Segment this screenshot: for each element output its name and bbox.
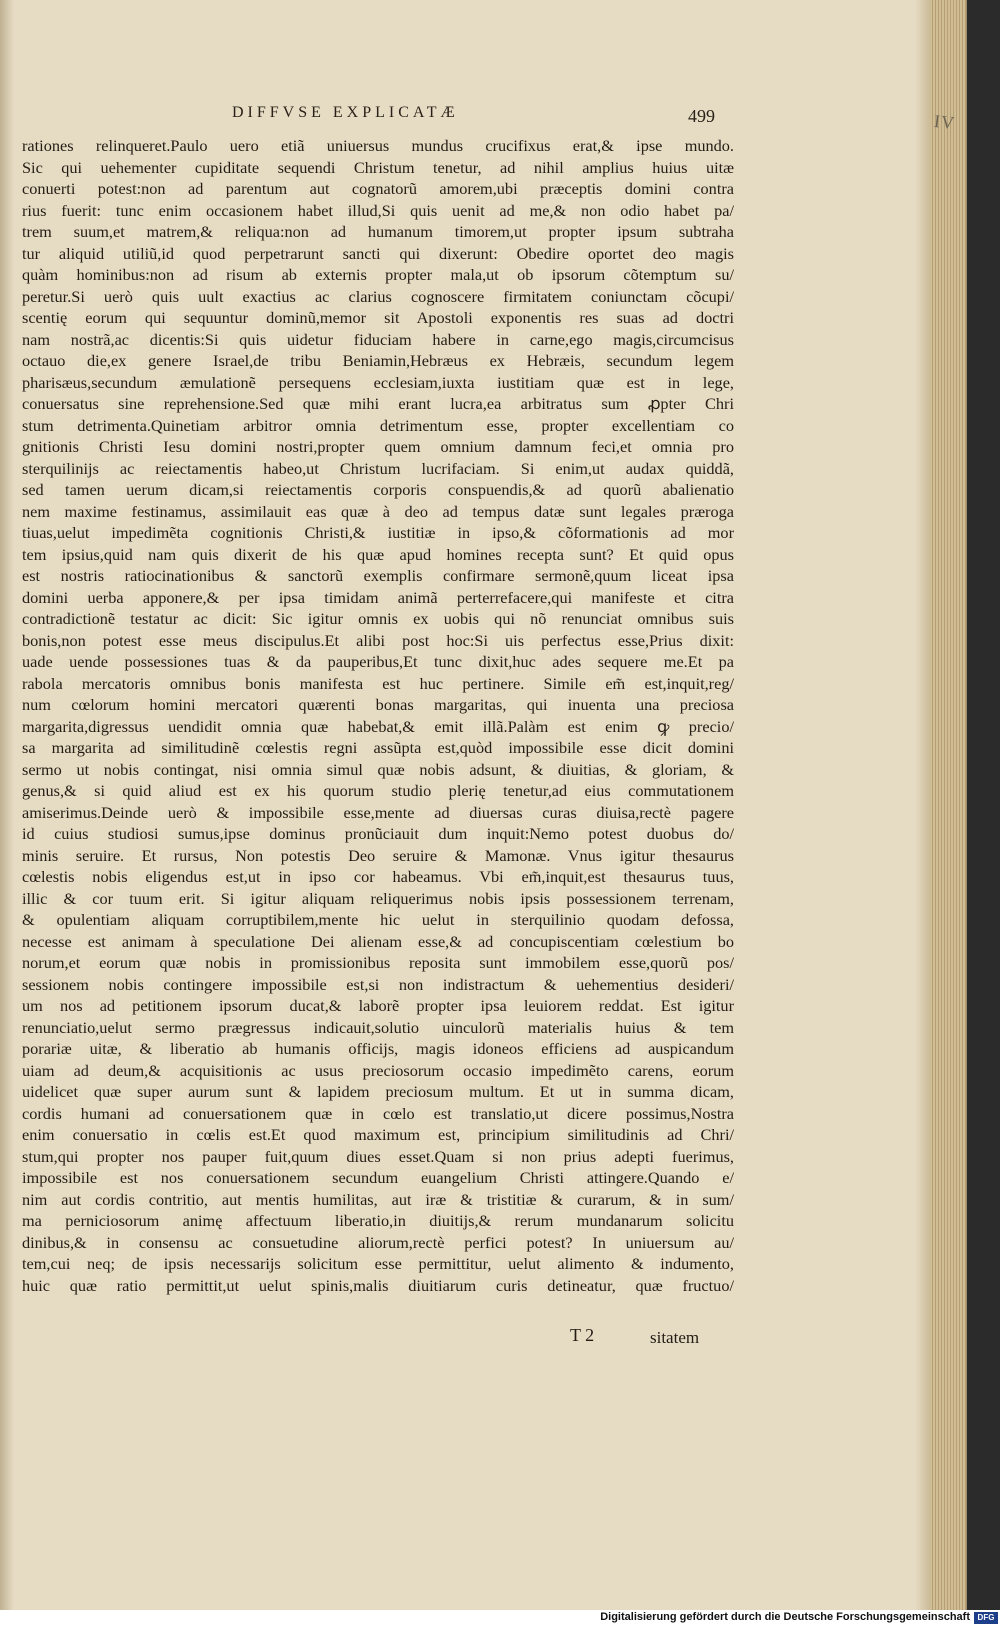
text-line: illic & cor tuum erit. Si igitur aliquam reliquerimus nobis ipsis possessionem terrenam, — [22, 888, 734, 908]
text-line: uidelicet quæ super aurum sunt & lapidem preciosum multum. Et ut in summa dicam, — [22, 1082, 734, 1101]
text-line: gnitionis Christi Iesu domini nostri,propter quem omnium damnum feci,et omnia pro — [22, 437, 734, 456]
text-line: uiam ad deum,& acquisitionis ac usus preciosorum occasio impedimẽto carens, eorum — [22, 1060, 734, 1080]
footer-bar — [0, 1610, 1000, 1627]
text-line: dinibus,& in consensu ac consuetudine aliorum,rectè perfici potest? In uniuersum au/ — [22, 1232, 734, 1252]
text-line: sessionem nobis contingere impossibile est,si non indistractum & uehementius desideri/ — [22, 974, 734, 994]
text-line: nam nostrã,ac dicentis:Si quis uidetur fiduciam habere in carne,ego magis,circumcisus — [22, 329, 734, 349]
running-head: DIFFVSE EXPLICATÆ — [232, 104, 459, 121]
page-number: 499 — [688, 106, 715, 126]
text-line: nim aut cordis contritio, aut mentis humilitas, aut iræ & tristitiæ & curarum, & in sum/ — [22, 1189, 734, 1209]
text-line: margarita,digressus uendidit omnia quæ habebat,& emit illã.Palàm est enim ꝙ precio/ — [22, 716, 734, 736]
edge-mark: IV — [933, 110, 957, 134]
text-line: huic quæ ratio permittit,ut uelut spinis,malis diuitiarum curis detineatur, quæ fructuo/ — [22, 1275, 734, 1295]
text-line: sed tamen uerum dicam,si reiectamentis corporis conspuendis,& ad quorũ abalienatio — [22, 480, 734, 499]
text-line: um nos ad petitionem ipsorum ducat,& laborẽ propter ipsa leuiorem reddat. Est igitur — [22, 996, 734, 1015]
text-line: conuersatus sine reprehensione.Sed quæ mihi erant lucra,ea arbitratus sum ꝓpter Chri — [22, 394, 734, 413]
text-line: rabola mercatoris omnibus bonis manifesta est huc pertinere. Simile em̃ est,inquit,reg/ — [22, 673, 734, 693]
text-line: sermo ut nobis contingat, nisi omnia simul quæ nobis adsunt, & diuitias, & gloriam, & — [22, 759, 734, 779]
text-line: tem,cui neq; de ipsis necessarijs solicitum esse permittitur, uelut alimento & indumento, — [22, 1254, 734, 1273]
text-line: enim conuersatio in cœlis est.Et quod maximum est, principium similitudinis ad Chri/ — [22, 1125, 734, 1144]
text-line: sterquilinijs ac reiectamentis habeo,ut Christum lucrifaciam. Si enim,ut audax quiddã, — [22, 458, 734, 478]
text-line: minis seruire. Et rursus, Non potestis Deo seruire & Mamonæ. Vnus igitur thesaurus — [22, 845, 734, 865]
text-line: peretur.Si uerò quis uult exactius ac clarius cognoscere firmitatem coniunctam cõcupi/ — [22, 286, 734, 306]
text-line: impossibile est nos conuersationem secundum euangelium Christi attingere.Quando e/ — [22, 1168, 734, 1187]
text-line: bonis,non potest esse meus discipulus.Et alibi post hoc:Si uis perfectus esse,Prius dixit: — [22, 630, 734, 650]
signature-mark: T 2 — [570, 1325, 595, 1345]
footer-credit: Digitalisierung gefördert durch die Deutsche Forschungsgemeinschaft — [600, 1611, 970, 1623]
gutter-shadow — [0, 0, 14, 1610]
page-edge-shadow — [915, 0, 931, 1610]
text-line: scentię eorum qui sequuntur dominũ,memor sit Apostoli exponentis res suas ad doctri — [22, 308, 734, 327]
text-line: tur aliquid utiliũ,id quod perpetrarunt sancti qui dixerunt: Obedire oportet deo magis — [22, 243, 734, 263]
fore-edge — [930, 0, 966, 1610]
text-line: quàm hominibus:non ad risum ab externis propter mala,ut ob ipsorum cõtemptum su/ — [22, 265, 734, 284]
text-line: octauo die,ex genere Israel,de tribu Beniamin,Hebræus ex Hebræis, secundum legem — [22, 351, 734, 370]
text-line: contradictionẽ testatur ac dicit: Sic igitur omnis ex uobis qui nõ renunciat omnibus suis — [22, 609, 734, 628]
text-line: tiuas,uelut impedimẽta cognitionis Christi,& iustitiæ in ipso,& cõformationis ad mor — [22, 523, 734, 542]
text-line: cordis humani ad conuersationem quæ in cœlo est translatio,ut dicere possimus,Nostra — [22, 1103, 734, 1123]
text-line: num cœlorum homini mercatori quærenti bonas margaritas, qui inuenta una preciosa — [22, 695, 734, 714]
text-line: rationes relinqueret.Paulo uero etiã uniuersus mundus crucifixus erat,& ipse mundo. — [22, 136, 734, 155]
text-line: cœlestis nobis eligendus est,ut in ipso cor habeamus. Vbi em̃,inquit,est thesaurus tuus, — [22, 867, 734, 886]
text-line: Sic qui uehementer cupiditate sequendi Christum tenetur, ad nihil amplius huius uitæ — [22, 157, 734, 177]
text-line: nem maxime festinamus, assimilauit eas quæ à deo ad tempus datæ sunt legales præroga — [22, 501, 734, 521]
text-line: sa margarita ad similitudinẽ cœlestis regni assũpta est,quòd impossibile esse dicit domini — [22, 738, 734, 757]
text-line: ma perniciosorum animę affectuum liberatio,in diuitijs,& rerum mundanarum solicitu — [22, 1211, 734, 1230]
text-line: amiserimus.Deinde uerò & impossibile esse,mente ad diuersas curas diuisa,rectè pagere — [22, 802, 734, 822]
dfg-logo: DFG — [974, 1612, 998, 1624]
body-text — [22, 135, 734, 1296]
text-line: id cuius studiosi sumus,ipse dominus pronũciauit dum inquit:Nemo potest duobus do/ — [22, 824, 734, 843]
text-line: est nostris ratiocinationibus & sanctorũ exemplis confirmare sermonẽ,quum liceat ipsa — [22, 566, 734, 585]
text-line: domini uerba apponere,& per ipsa timidam animã perterrefacere,qui manifeste et citra — [22, 587, 734, 607]
text-line: necesse est animam à speculatione Dei alienam esse,& ad concupiscentiam cœlestium bo — [22, 931, 734, 951]
text-line: genus,& si quid aliud est ex his quorum studio plerię tenetur,ad eius commutationem — [22, 781, 734, 800]
text-line: rius fuerit: tunc enim occasionem habet illud,Si quis uenit ad me,& non odio habet pa/ — [22, 200, 734, 220]
text-line: trem suum,et matrem,& reliqua:non ad humanum timorem,ut propter ipsum subtraha — [22, 222, 734, 241]
text-line: stum,qui propter nos pauper fuit,quum diues esset.Quam si non prius adepti fuerimus, — [22, 1146, 734, 1166]
text-line: renunciatio,uelut sermo prægressus indicauit,solutio uinculorũ materialis huius & tem — [22, 1017, 734, 1037]
catchword: sitatem — [650, 1328, 700, 1347]
text-line: uade uende possessiones tuas & da pauperibus,Et tunc dixit,huc ades sequere me.Et pa — [22, 652, 734, 671]
text-line: & opulentiam aliquam corruptibilem,mente hic uelut in sterquilinio quodam defossa, — [22, 910, 734, 929]
text-line: pharisæus,secundum æmulationẽ persequens ecclesiam,iuxta iustitiam quæ est in lege, — [22, 372, 734, 392]
text-line: stum detrimenta.Quinetiam arbitror omnia detrimentum esse, propter excellentiam co — [22, 415, 734, 435]
text-line: porariæ uitæ, & liberatio ab humanis officijs, magis idoneos efficiens ad auspicandum — [22, 1039, 734, 1058]
text-line: conuerti potest:non ad parentum aut cognatorũ amorem,ubi præceptis domini contra — [22, 179, 734, 198]
text-line: tem ipsius,quid nam quis dixerit de his quæ apud homines recepta sunt? Et quid opus — [22, 544, 734, 564]
text-line: norum,et eorum quæ nobis in promissionibus reposita sunt immobilem esse,quorũ pos/ — [22, 953, 734, 972]
